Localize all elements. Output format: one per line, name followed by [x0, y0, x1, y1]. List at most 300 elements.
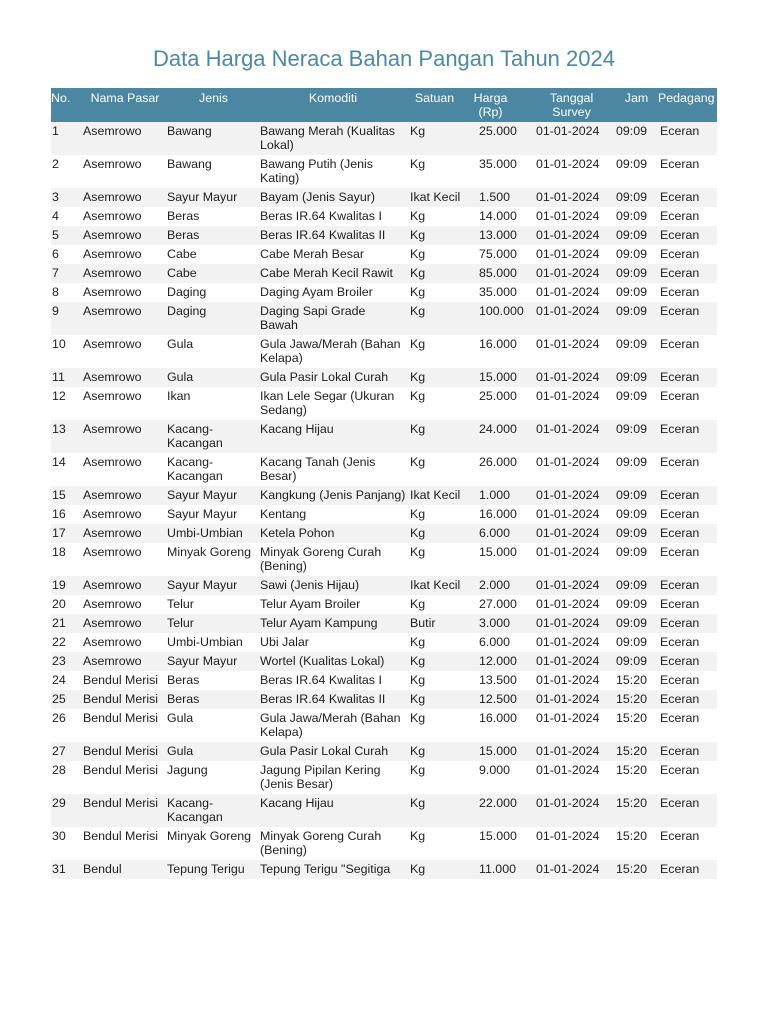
cell-nama-pasar: Asemrowo [83, 247, 142, 261]
cell-satuan: Kg [410, 247, 426, 261]
cell-tanggal: 01-01-2024 [536, 597, 600, 611]
page-title: Data Harga Neraca Bahan Pangan Tahun 2024 [153, 46, 615, 71]
cell-komoditi: Wortel (Kualitas Lokal) [260, 652, 406, 671]
cell-pedagang: Eceran [660, 285, 700, 299]
cell-nama-pasar: Bendul [83, 860, 167, 879]
cell-jenis: Telur [167, 597, 194, 611]
cell-komoditi: Ketela Pohon [260, 524, 406, 543]
cell-jam: 09:09 [615, 264, 658, 283]
cell-harga: 12.500 [463, 690, 528, 709]
cell-nama-pasar: Asemrowo [83, 122, 167, 155]
cell-satuan: Kg [410, 337, 426, 351]
cell-harga: 16.000 [479, 507, 517, 521]
table-row [51, 302, 717, 335]
cell-jam: 15:20 [615, 794, 658, 827]
cell-nama-pasar: Asemrowo [83, 302, 167, 335]
table-row [51, 335, 717, 368]
cell-harga: 6.000 [463, 524, 528, 543]
cell-satuan: Kg [406, 264, 463, 283]
cell-jam: 15:20 [615, 742, 658, 761]
cell-jenis: Gula [167, 368, 260, 387]
cell-tanggal: 01-01-2024 [536, 829, 600, 843]
cell-tanggal: 01-01-2024 [528, 652, 615, 671]
cell-nama-pasar: Bendul Merisi [83, 711, 159, 725]
cell-komoditi: Tepung Terigu "Segitiga [260, 860, 406, 879]
cell-jenis: Bawang [167, 122, 260, 155]
cell-tanggal: 01-01-2024 [536, 247, 600, 261]
cell-komoditi: Bayam (Jenis Sayur) [260, 188, 406, 207]
cell-harga: 27.000 [479, 597, 517, 611]
cell-tanggal: 01-01-2024 [536, 209, 600, 223]
cell-satuan: Ikat Kecil [406, 486, 463, 505]
cell-jenis: Sayur Mayur [167, 188, 260, 207]
col-header-pedagang: Pedagang [658, 88, 717, 122]
cell-harga: 13.000 [463, 226, 528, 245]
cell-satuan: Kg [406, 690, 463, 709]
cell-tanggal: 01-01-2024 [536, 545, 600, 559]
cell-jam: 09:09 [615, 122, 658, 155]
cell-nama-pasar: Asemrowo [83, 226, 167, 245]
cell-satuan: Kg [406, 652, 463, 671]
cell-pedagang: Eceran [660, 829, 700, 843]
cell-pedagang: Eceran [660, 507, 700, 521]
cell-nama-pasar: Asemrowo [83, 545, 142, 559]
cell-jenis: Kacang-Kacangan [167, 455, 223, 483]
cell-jam: 09:09 [615, 188, 658, 207]
cell-harga: 75.000 [479, 247, 517, 261]
cell-komoditi: Kacang Hijau [260, 420, 406, 453]
cell-tanggal: 01-01-2024 [536, 157, 600, 171]
col-header-jam: Jam [615, 88, 658, 122]
cell-komoditi: Kacang Tanah (Jenis Besar) [260, 455, 376, 483]
table-row [51, 543, 717, 576]
table-row [51, 420, 717, 453]
cell-pedagang: Eceran [658, 524, 717, 543]
col-header-jenis: Jenis [167, 88, 260, 122]
cell-jenis: Cabe [167, 247, 197, 261]
cell-komoditi: Beras IR.64 Kwalitas II [260, 690, 406, 709]
cell-pedagang: Eceran [658, 226, 717, 245]
table-row [51, 122, 717, 155]
cell-satuan: Ikat Kecil [406, 188, 463, 207]
table-row [51, 614, 717, 633]
cell-komoditi: Sawi (Jenis Hijau) [260, 576, 406, 595]
cell-pedagang: Eceran [658, 576, 717, 595]
table-row [51, 742, 717, 761]
cell-jenis: Telur [167, 614, 260, 633]
cell-komoditi: Ikan Lele Segar (Ukuran Sedang) [260, 389, 395, 417]
col-header-harga: Harga (Rp) [463, 88, 528, 122]
cell-nama-pasar: Asemrowo [83, 157, 142, 171]
cell-jenis: Umbi-Umbian [167, 524, 260, 543]
cell-nama-pasar: Asemrowo [83, 576, 167, 595]
cell-no: 18 [52, 545, 66, 559]
cell-nama-pasar: Bendul Merisi [83, 794, 167, 827]
cell-komoditi: Beras IR.64 Kwalitas I [260, 209, 382, 223]
cell-no: 12 [52, 389, 66, 403]
cell-tanggal: 01-01-2024 [528, 420, 615, 453]
cell-jam: 15:20 [616, 829, 648, 843]
cell-no: 26 [52, 711, 66, 725]
cell-satuan: Ikat Kecil [406, 576, 463, 595]
cell-tanggal: 01-01-2024 [528, 302, 615, 335]
cell-pedagang: Eceran [658, 614, 717, 633]
table-row [51, 709, 717, 742]
table-row [51, 226, 717, 245]
cell-nama-pasar: Asemrowo [83, 368, 167, 387]
cell-harga: 35.000 [479, 157, 517, 171]
cell-jenis: Tepung Terigu [167, 860, 260, 879]
cell-satuan: Kg [406, 524, 463, 543]
cell-tanggal: 01-01-2024 [528, 486, 615, 505]
cell-nama-pasar: Asemrowo [83, 507, 142, 521]
cell-jenis: Gula [167, 337, 194, 351]
cell-jam: 09:09 [616, 389, 648, 403]
cell-no: 22 [52, 635, 66, 649]
cell-nama-pasar: Asemrowo [83, 597, 142, 611]
cell-nama-pasar: Bendul Merisi [83, 673, 159, 687]
table-row [51, 595, 717, 614]
cell-jenis: Beras [167, 690, 260, 709]
cell-no: 2 [52, 157, 59, 171]
cell-jam: 09:09 [615, 420, 658, 453]
cell-satuan: Kg [406, 794, 463, 827]
table-row [51, 505, 717, 524]
cell-harga: 100.000 [463, 302, 528, 335]
table-row [51, 283, 717, 302]
cell-tanggal: 01-01-2024 [536, 507, 600, 521]
cell-jenis: Kacang-Kacangan [167, 420, 260, 453]
cell-harga: 14.000 [479, 209, 517, 223]
cell-tanggal: 01-01-2024 [528, 742, 615, 761]
cell-satuan: Kg [410, 157, 426, 171]
cell-tanggal: 01-01-2024 [536, 285, 600, 299]
table-row [51, 633, 717, 652]
cell-nama-pasar: Asemrowo [83, 209, 142, 223]
table-row [51, 761, 717, 794]
cell-nama-pasar: Asemrowo [83, 635, 142, 649]
cell-nama-pasar: Asemrowo [83, 420, 167, 453]
table-body [51, 122, 717, 879]
cell-pedagang: Eceran [658, 794, 717, 827]
cell-no: 25 [51, 690, 83, 709]
cell-jam: 09:09 [616, 337, 648, 351]
cell-tanggal: 01-01-2024 [528, 122, 615, 155]
cell-jam: 09:09 [615, 226, 658, 245]
cell-satuan: Kg [410, 389, 426, 403]
cell-pedagang: Eceran [660, 247, 700, 261]
cell-nama-pasar: Bendul Merisi [83, 829, 159, 843]
cell-tanggal: 01-01-2024 [536, 455, 600, 469]
table-row [51, 827, 717, 860]
cell-no: 24 [52, 673, 66, 687]
cell-pedagang: Eceran [660, 597, 700, 611]
table-row [51, 387, 717, 420]
cell-jenis: Sayur Mayur [167, 507, 238, 521]
col-header-no: No. [51, 88, 83, 122]
cell-satuan: Kg [406, 420, 463, 453]
cell-satuan: Kg [406, 860, 463, 879]
cell-jenis: Daging [167, 302, 260, 335]
cell-jam: 09:09 [615, 652, 658, 671]
cell-no: 27 [51, 742, 83, 761]
cell-jenis: Jagung [167, 763, 208, 777]
cell-jenis: Beras [167, 673, 200, 687]
cell-satuan: Kg [406, 226, 463, 245]
cell-harga: 15.000 [463, 368, 528, 387]
cell-harga: 16.000 [479, 711, 517, 725]
cell-satuan: Kg [410, 635, 426, 649]
cell-jenis: Gula [167, 711, 194, 725]
cell-jam: 09:09 [615, 302, 658, 335]
cell-satuan: Kg [406, 368, 463, 387]
table-row [51, 245, 717, 264]
cell-komoditi: Ubi Jalar [260, 635, 309, 649]
cell-nama-pasar: Asemrowo [83, 285, 142, 299]
cell-no: 11 [51, 368, 83, 387]
cell-pedagang: Eceran [658, 690, 717, 709]
cell-satuan: Kg [406, 742, 463, 761]
cell-pedagang: Eceran [660, 711, 700, 725]
cell-satuan: Kg [410, 285, 426, 299]
cell-no: 28 [52, 763, 66, 777]
cell-pedagang: Eceran [658, 486, 717, 505]
cell-tanggal: 01-01-2024 [528, 368, 615, 387]
cell-pedagang: Eceran [660, 673, 700, 687]
cell-satuan: Kg [410, 209, 426, 223]
cell-harga: 1.500 [463, 188, 528, 207]
table-row [51, 794, 717, 827]
cell-harga: 3.000 [463, 614, 528, 633]
cell-no: 31 [51, 860, 83, 879]
cell-tanggal: 01-01-2024 [528, 226, 615, 245]
cell-no: 1 [51, 122, 83, 155]
cell-pedagang: Eceran [660, 337, 700, 351]
cell-nama-pasar: Bendul Merisi [83, 742, 167, 761]
cell-satuan: Butir [406, 614, 463, 633]
cell-pedagang: Eceran [660, 763, 700, 777]
cell-harga: 35.000 [479, 285, 517, 299]
cell-satuan: Kg [410, 507, 426, 521]
cell-harga: 26.000 [479, 455, 517, 469]
table-row [51, 652, 717, 671]
cell-komoditi: Jagung Pipilan Kering (Jenis Besar) [260, 763, 381, 791]
col-header-pasar: Nama Pasar [83, 88, 167, 122]
cell-pedagang: Eceran [660, 635, 700, 649]
cell-jenis: Minyak Goreng [167, 829, 252, 843]
cell-pedagang: Eceran [660, 455, 700, 469]
cell-nama-pasar: Asemrowo [83, 524, 167, 543]
cell-jam: 09:09 [616, 545, 648, 559]
cell-jam: 09:09 [616, 285, 648, 299]
cell-no: 8 [52, 285, 59, 299]
cell-tanggal: 01-01-2024 [528, 188, 615, 207]
table-row [51, 188, 717, 207]
cell-komoditi: Gula Jawa/Merah (Bahan Kelapa) [260, 337, 401, 365]
cell-jenis: Umbi-Umbian [167, 635, 243, 649]
cell-no: 30 [52, 829, 66, 843]
cell-no: 16 [52, 507, 66, 521]
cell-no: 7 [51, 264, 83, 283]
cell-komoditi: Cabe Merah Besar [260, 247, 364, 261]
cell-jenis: Kacang-Kacangan [167, 794, 260, 827]
table-row [51, 453, 717, 486]
cell-jenis: Daging [167, 285, 207, 299]
cell-jenis: Ikan [167, 389, 191, 403]
cell-pedagang: Eceran [660, 209, 700, 223]
cell-satuan: Kg [410, 673, 426, 687]
cell-jenis: Bawang [167, 157, 212, 171]
table-header-row [51, 88, 717, 122]
col-header-komoditi: Komoditi [260, 88, 406, 122]
cell-harga: 13.500 [479, 673, 517, 687]
cell-satuan: Kg [410, 545, 426, 559]
cell-no: 5 [51, 226, 83, 245]
cell-no: 15 [51, 486, 83, 505]
cell-no: 29 [51, 794, 83, 827]
cell-harga: 24.000 [463, 420, 528, 453]
cell-komoditi: Bawang Putih (Jenis Kating) [260, 157, 373, 185]
cell-pedagang: Eceran [658, 742, 717, 761]
cell-no: 14 [52, 455, 66, 469]
cell-no: 9 [51, 302, 83, 335]
cell-tanggal: 01-01-2024 [536, 337, 600, 351]
cell-nama-pasar: Asemrowo [83, 264, 167, 283]
cell-komoditi: Beras IR.64 Kwalitas I [260, 673, 382, 687]
cell-jenis: Beras [167, 209, 200, 223]
cell-komoditi: Cabe Merah Kecil Rawit [260, 264, 406, 283]
cell-jam: 09:09 [616, 209, 648, 223]
cell-nama-pasar: Asemrowo [83, 455, 142, 469]
cell-jenis: Sayur Mayur [167, 576, 260, 595]
cell-komoditi: Telur Ayam Kampung [260, 614, 406, 633]
cell-satuan: Kg [406, 302, 463, 335]
cell-harga: 11.000 [463, 860, 528, 879]
cell-no: 10 [52, 337, 66, 351]
cell-jam: 09:09 [615, 524, 658, 543]
cell-komoditi: Daging Ayam Broiler [260, 285, 373, 299]
cell-nama-pasar: Asemrowo [83, 614, 167, 633]
cell-harga: 85.000 [463, 264, 528, 283]
cell-no: 19 [51, 576, 83, 595]
cell-komoditi: Kentang [260, 507, 307, 521]
cell-pedagang: Eceran [658, 860, 717, 879]
cell-tanggal: 01-01-2024 [536, 673, 600, 687]
table-row [51, 671, 717, 690]
cell-jam: 09:09 [616, 507, 648, 521]
cell-jenis: Sayur Mayur [167, 486, 260, 505]
cell-jam: 15:20 [616, 673, 648, 687]
cell-tanggal: 01-01-2024 [536, 711, 600, 725]
cell-satuan: Kg [410, 711, 426, 725]
cell-harga: 2.000 [463, 576, 528, 595]
table-row [51, 860, 717, 879]
cell-harga: 12.000 [463, 652, 528, 671]
cell-tanggal: 01-01-2024 [528, 794, 615, 827]
cell-jam: 09:09 [615, 576, 658, 595]
table-row [51, 264, 717, 283]
cell-harga: 9.000 [479, 763, 511, 777]
table-row [51, 486, 717, 505]
cell-jam: 15:20 [615, 860, 658, 879]
cell-jam: 09:09 [616, 157, 648, 171]
cell-harga: 22.000 [463, 794, 528, 827]
price-table [51, 88, 717, 879]
cell-komoditi: Bawang Merah (Kualitas Lokal) [260, 122, 406, 155]
cell-nama-pasar: Asemrowo [83, 652, 167, 671]
cell-pedagang: Eceran [658, 302, 717, 335]
cell-tanggal: 01-01-2024 [528, 614, 615, 633]
table-row [51, 524, 717, 543]
cell-komoditi: Telur Ayam Broiler [260, 597, 361, 611]
cell-satuan: Kg [410, 763, 426, 777]
cell-pedagang: Eceran [658, 368, 717, 387]
cell-jam: 09:09 [615, 368, 658, 387]
cell-jam: 09:09 [615, 486, 658, 505]
cell-jenis: Sayur Mayur [167, 652, 260, 671]
table-row [51, 690, 717, 709]
col-header-satuan: Satuan [406, 88, 463, 122]
cell-komoditi: Gula Pasir Lokal Curah [260, 742, 406, 761]
cell-no: 13 [51, 420, 83, 453]
cell-jam: 15:20 [616, 763, 648, 777]
table-row [51, 576, 717, 595]
cell-jam: 09:09 [616, 597, 648, 611]
cell-harga: 1.000 [463, 486, 528, 505]
cell-komoditi: Gula Jawa/Merah (Bahan Kelapa) [260, 711, 401, 739]
cell-pedagang: Eceran [660, 389, 700, 403]
cell-pedagang: Eceran [660, 545, 700, 559]
cell-jenis: Cabe [167, 264, 260, 283]
cell-tanggal: 01-01-2024 [528, 690, 615, 709]
cell-jam: 09:09 [616, 247, 648, 261]
cell-komoditi: Minyak Goreng Curah (Bening) [260, 545, 382, 573]
table-row [51, 155, 717, 188]
cell-jenis: Gula [167, 742, 260, 761]
cell-pedagang: Eceran [660, 157, 700, 171]
cell-komoditi: Kangkung (Jenis Panjang) [260, 486, 406, 505]
cell-pedagang: Eceran [658, 188, 717, 207]
cell-tanggal: 01-01-2024 [528, 524, 615, 543]
cell-satuan: Kg [406, 122, 463, 155]
table-row [51, 207, 717, 226]
cell-harga: 16.000 [479, 337, 517, 351]
cell-satuan: Kg [410, 829, 426, 843]
cell-nama-pasar: Asemrowo [83, 188, 167, 207]
cell-pedagang: Eceran [658, 264, 717, 283]
cell-satuan: Kg [410, 597, 426, 611]
cell-no: 23 [51, 652, 83, 671]
cell-no: 17 [51, 524, 83, 543]
cell-tanggal: 01-01-2024 [528, 860, 615, 879]
cell-no: 3 [51, 188, 83, 207]
cell-jam: 09:09 [615, 614, 658, 633]
cell-pedagang: Eceran [658, 652, 717, 671]
cell-jenis: Beras [167, 226, 260, 245]
cell-tanggal: 01-01-2024 [536, 635, 600, 649]
cell-komoditi: Daging Sapi Grade Bawah [260, 302, 406, 335]
cell-harga: 25.000 [479, 389, 517, 403]
cell-nama-pasar: Asemrowo [83, 486, 167, 505]
cell-jenis: Minyak Goreng [167, 545, 252, 559]
cell-komoditi: Minyak Goreng Curah (Bening) [260, 829, 382, 857]
cell-harga: 15.000 [479, 829, 517, 843]
cell-harga: 25.000 [463, 122, 528, 155]
cell-harga: 6.000 [479, 635, 511, 649]
cell-jam: 09:09 [616, 455, 648, 469]
col-header-tanggal: Tanggal Survey [528, 88, 615, 122]
cell-komoditi: Beras IR.64 Kwalitas II [260, 226, 406, 245]
